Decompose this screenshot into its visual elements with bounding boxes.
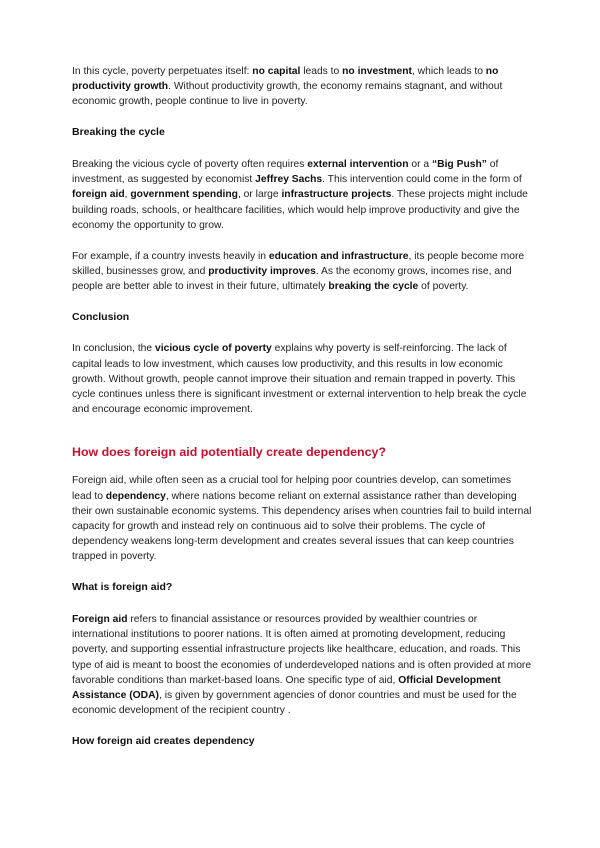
heading-conclusion: Conclusion: [72, 310, 130, 323]
heading-breaking-the-cycle: Breaking the cycle: [72, 126, 165, 139]
paragraph-example: For example, if a country invests heavily in education and infrastructure, its people become more skilled, businesses grow, and productivity improves. As the economy grows, incomes rise, and people are better able to invest in their future, ultimately breaking the cycle of poverty.: [72, 250, 525, 292]
paragraph-cycle-summary: In this cycle, poverty perpetuates itself: no capital leads to no investment, which leads to no productivity growth. Without productivity growth, the economy remains stagnant, and without economic growth, people continue to live in poverty.: [72, 66, 503, 108]
heading-what-is-foreign-aid: What is foreign aid?: [72, 581, 173, 594]
paragraph-dependency-intro: Foreign aid, while often seen as a crucial tool for helping poor countries develop, can sometimes lead to dependency, where nations become reliant on external assistance rather than developing their own sustainable economic systems. This dependency arises when countries fail to build internal capacity for growth and instead rely on continuous aid to solve their problems. The cycle of dependency weakens long-term development and creates several issues that can keep countries trapped in poverty.: [72, 475, 532, 563]
document-page: [72, 64, 532, 766]
heading-foreign-aid-dependency: How does foreign aid potentially create dependency?: [72, 445, 386, 460]
paragraph-foreign-aid-definition: Foreign aid refers to financial assistance or resources provided by wealthier countries or international institutions to poorer nations. It is often aimed at promoting development, reducing poverty, and supporting essential infrastructure projects like healthcare, education, and roads. This type of aid is meant to boost the economies of underdeveloped nations and is often provided at more favorable conditions than market-based loans. One specific type of aid, Official Development Assistance (ODA), is given by government agencies of donor countries and must be used for the economic development of the recipient country .: [72, 613, 532, 717]
heading-how-foreign-aid-creates-dependency: How foreign aid creates dependency: [72, 734, 255, 747]
paragraph-big-push: Breaking the vicious cycle of poverty often requires external intervention or a “Big Push” of investment, as suggested by economist Jeffrey Sachs. This intervention could come in the form of foreign aid, government spending, or large infrastructure projects. These projects might include building roads, schools, or healthcare facilities, which would help improve productivity and give the economy the opportunity to grow.: [72, 158, 528, 231]
paragraph-conclusion: In conclusion, the vicious cycle of poverty explains why poverty is self-reinforcing. The lack of capital leads to low investment, which causes low productivity, and this results in low economic growth. Without growth, people cannot improve their situation and remain trapped in poverty. This cycle continues unless there is significant investment or external intervention to help break the cycle and encourage economic improvement.: [72, 343, 527, 416]
